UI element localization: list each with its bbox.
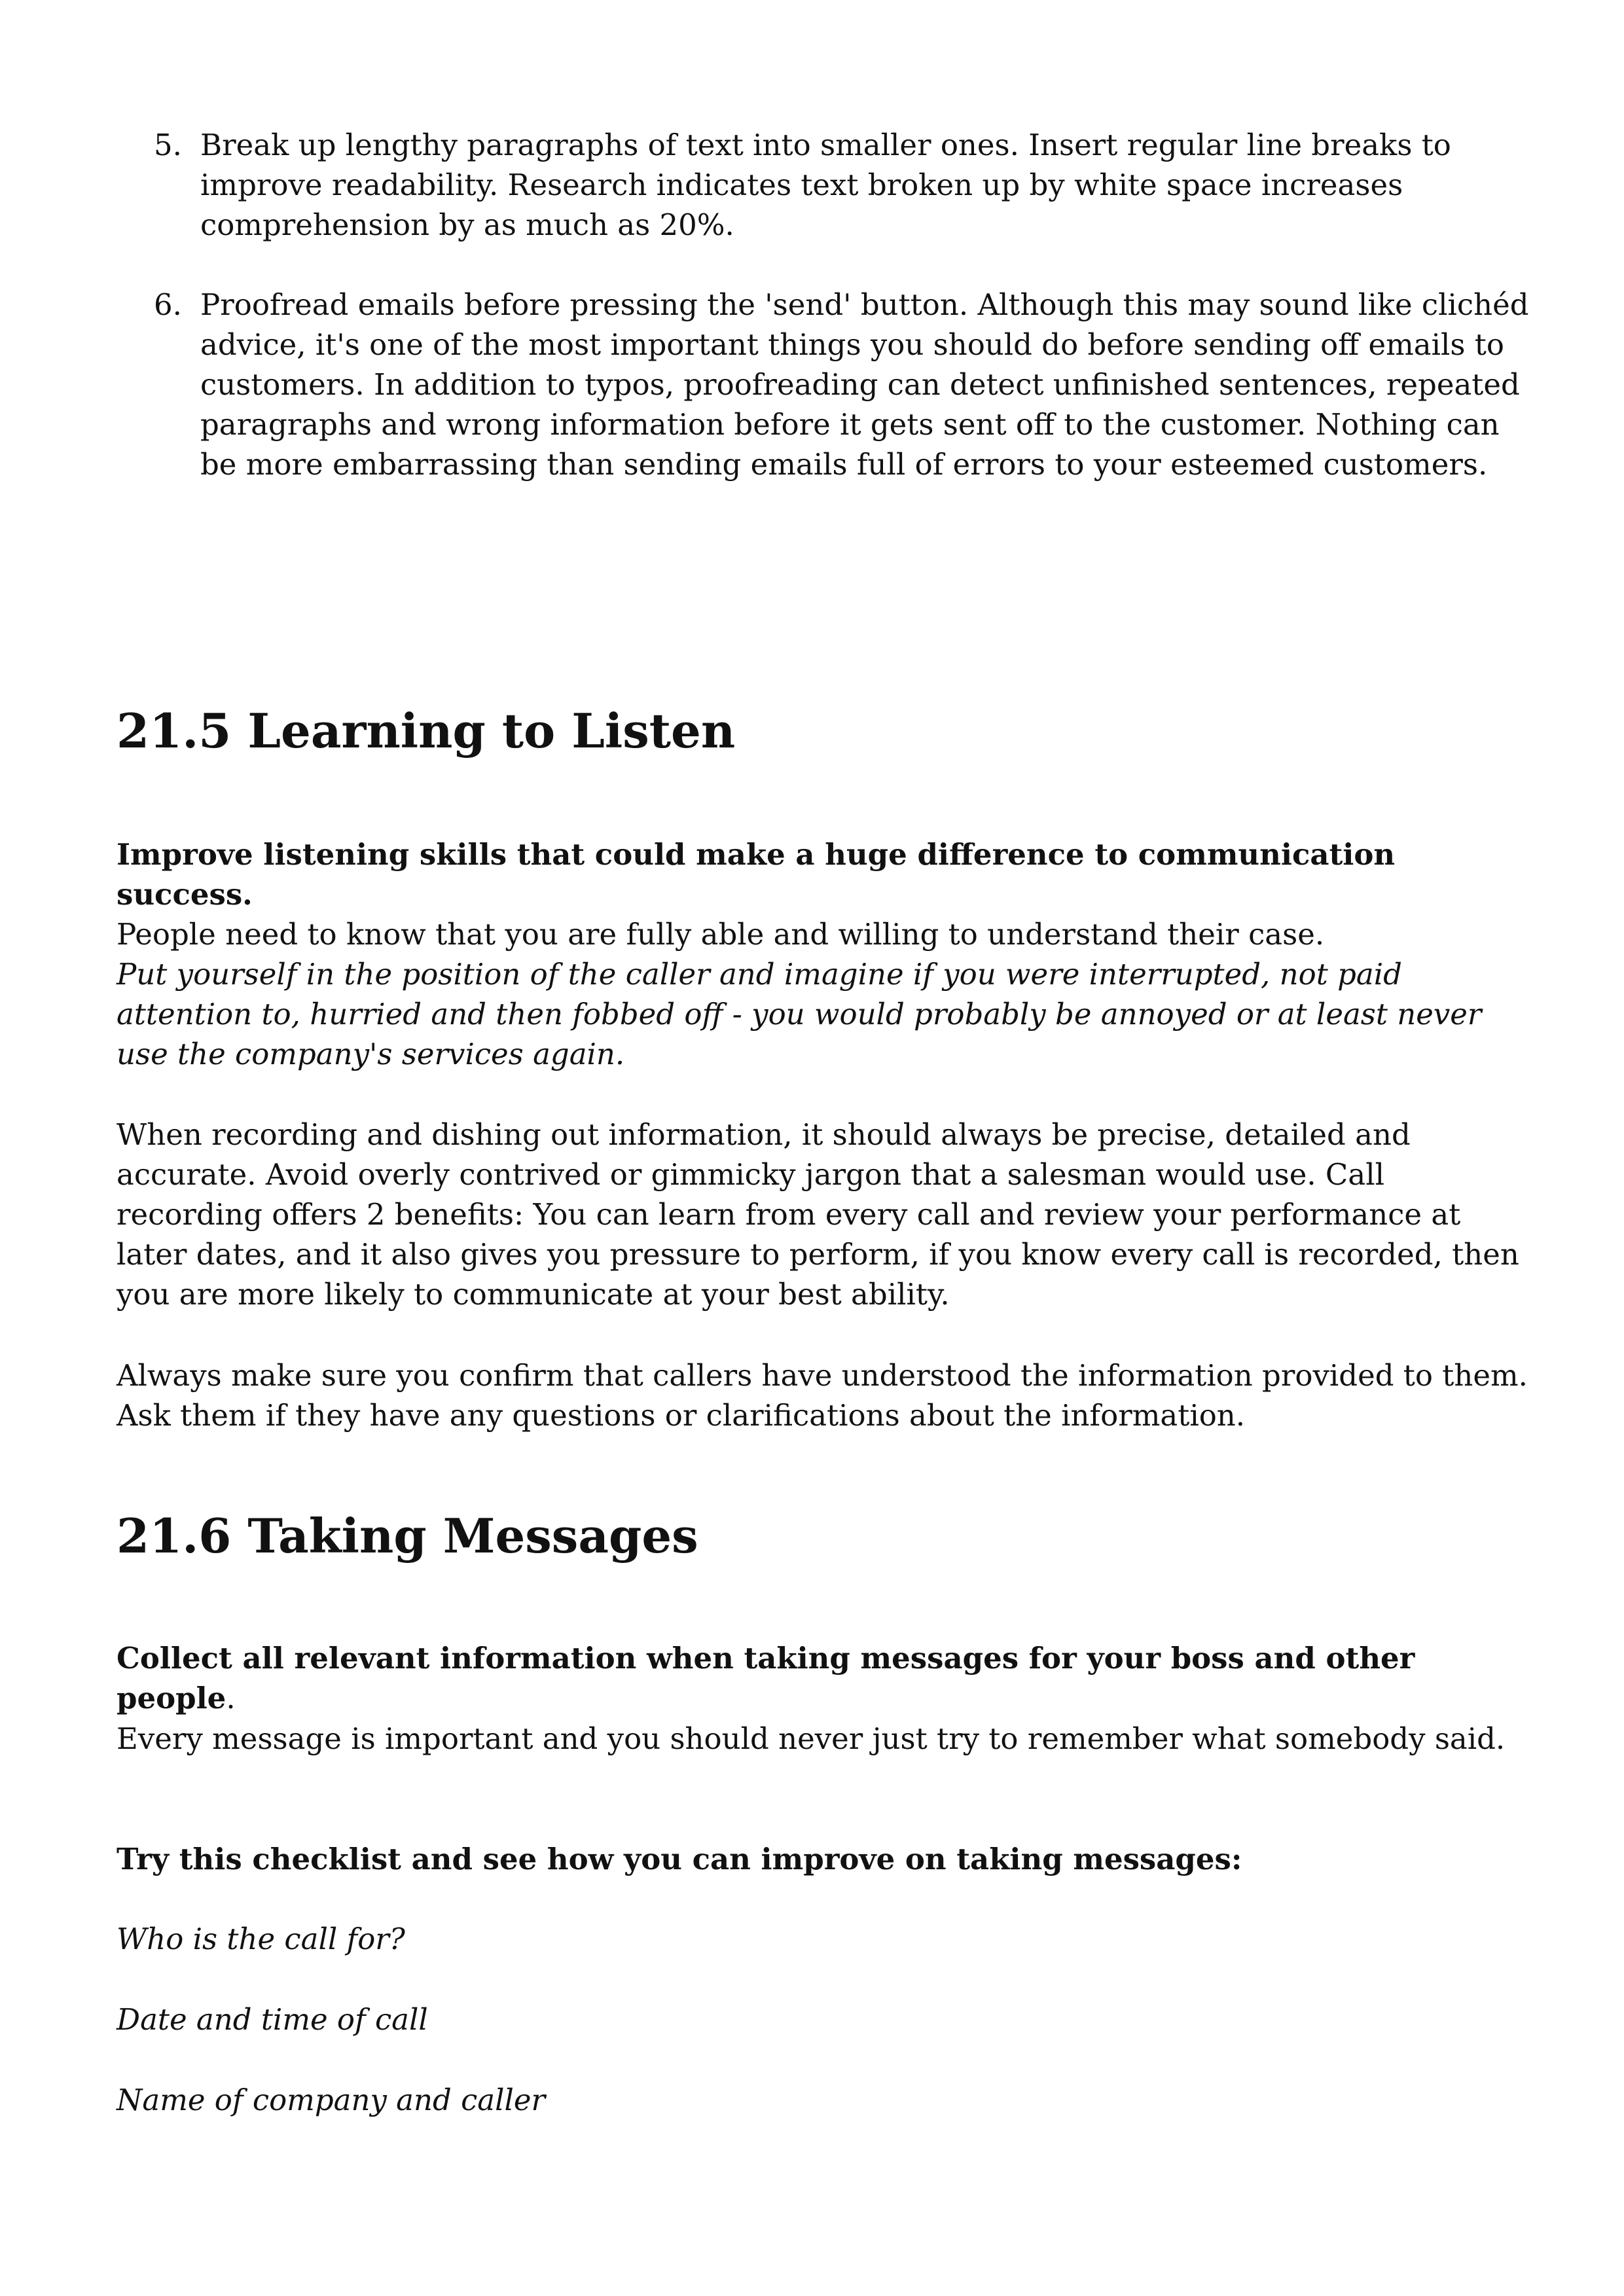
list-text: Break up lengthy paragraphs of text into smaller ones. Insert regular line breaks to improve readability. Research indicates text broken up by white space increases comprehension by as much as 20%. bbox=[200, 128, 1451, 242]
checklist-heading: Try this checklist and see how you can improve on taking messages: bbox=[117, 1842, 1242, 1876]
messages-lead-text: Collect all relevant information when taking messages for your boss and other people bbox=[117, 1641, 1415, 1715]
list-text: Proofread emails before pressing the 'send' button. Although this may sound like clichéd advice, it's one of the most important things you should do before sending off emails to customers. In addition to typos, proofreading can detect unfinished sentences, repeated paragraphs and wrong information before it gets sent off to the customer. Nothing can be more embarrassing than sending emails full of errors to your esteemed customers. bbox=[200, 287, 1529, 482]
section-heading-listen: 21.5 Learning to Listen bbox=[117, 703, 736, 759]
list-number: 5. bbox=[154, 128, 182, 162]
listen-lead: Improve listening skills that could make a huge difference to communication success. bbox=[117, 837, 1396, 912]
list-item bbox=[117, 285, 1530, 484]
listen-paragraph-3: Always make sure you confirm that callers have understood the information provided to them. Ask them if they have any questions or clarifications about the information. bbox=[117, 1358, 1528, 1433]
section-heading-messages: 21.6 Taking Messages bbox=[117, 1508, 698, 1564]
list-item bbox=[117, 125, 1530, 245]
tips-list bbox=[117, 125, 1530, 484]
listen-para1-text: People need to know that you are fully able and willing to understand their case. bbox=[117, 917, 1325, 952]
listen-para1-italic: Put yourself in the position of the caller and imagine if you were interrupted, not paid attention to, hurried and then fobbed off - you would probably be annoyed or at least never use the company's services again. bbox=[117, 957, 1482, 1071]
checklist-item: Name of company and caller bbox=[117, 2083, 546, 2117]
messages-paragraph-1: Every message is important and you should never just try to remember what somebody said. bbox=[117, 1721, 1506, 1756]
checklist-item: Who is the call for? bbox=[117, 1922, 405, 1956]
listen-paragraph-2: When recording and dishing out information, it should always be precise, detailed and accurate. Avoid overly contrived or gimmicky jargon that a salesman would use. Call recording offers 2 benefits: You can learn from every call and review your performance at later dates, and it also gives you pressure to perform, if you know every call is recorded, then you are more likely to communicate at your best ability. bbox=[117, 1117, 1519, 1312]
messages-lead bbox=[117, 1638, 1530, 1718]
messages-lead-punct: . bbox=[226, 1681, 236, 1715]
listen-paragraph-1 bbox=[117, 914, 1530, 1074]
list-number: 6. bbox=[154, 287, 182, 322]
checklist-item: Date and time of call bbox=[117, 2002, 428, 2037]
